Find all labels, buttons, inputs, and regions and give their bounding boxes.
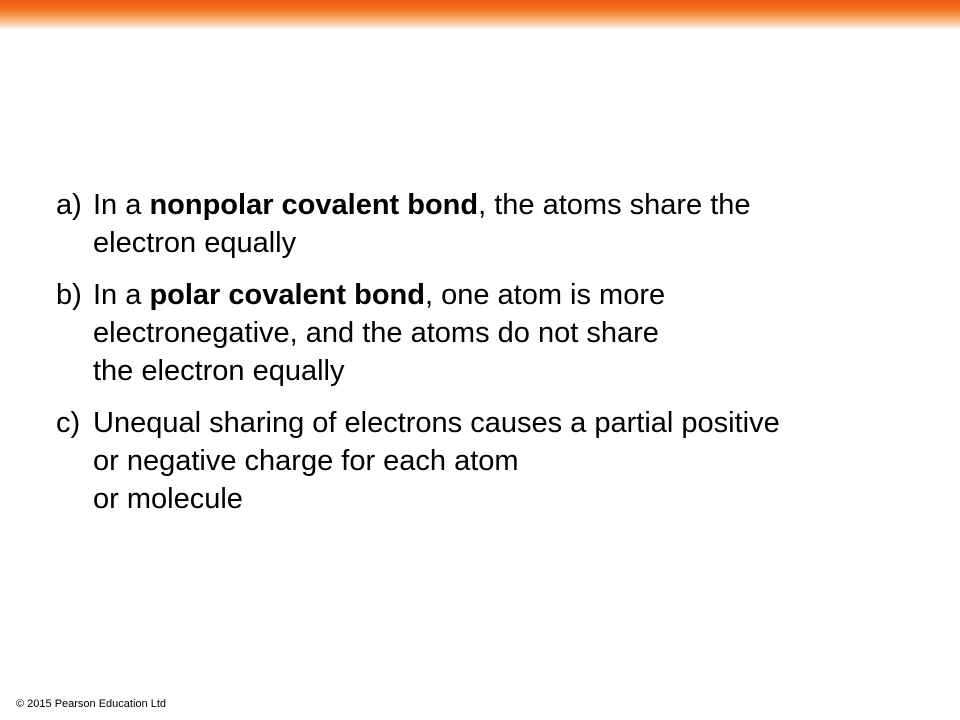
list-marker: c) xyxy=(56,407,81,439)
list-item-c xyxy=(56,404,936,518)
text-line xyxy=(93,186,936,224)
list-item-text xyxy=(93,186,936,262)
text-run: , the atoms share the xyxy=(478,189,751,221)
list-item-text xyxy=(93,276,936,390)
list-item-text xyxy=(93,404,936,518)
list-item-b xyxy=(56,276,936,390)
copyright-footer: © 2015 Pearson Education Ltd xyxy=(16,698,166,710)
bold-term: nonpolar covalent bond xyxy=(149,189,479,221)
text-line: electronegative, and the atoms do not share xyxy=(93,317,659,349)
bold-term: polar covalent bond xyxy=(149,279,425,311)
text-line: Unequal sharing of electrons causes a partial positive xyxy=(93,407,780,439)
text-line: or negative charge for each atom xyxy=(93,445,519,477)
text-run: In a xyxy=(93,189,150,221)
list-marker: a) xyxy=(56,189,82,221)
text-line: or molecule xyxy=(93,483,243,515)
text-line: the electron equally xyxy=(93,355,345,387)
header-accent-bar xyxy=(0,0,960,30)
text-run: , one atom is more xyxy=(424,279,666,311)
text-line: electron equally xyxy=(93,227,297,259)
list-marker: b) xyxy=(56,279,82,311)
list-item-a xyxy=(56,186,936,262)
text-run: In a xyxy=(93,279,150,311)
bullet-list xyxy=(56,186,936,532)
text-line xyxy=(93,276,936,314)
